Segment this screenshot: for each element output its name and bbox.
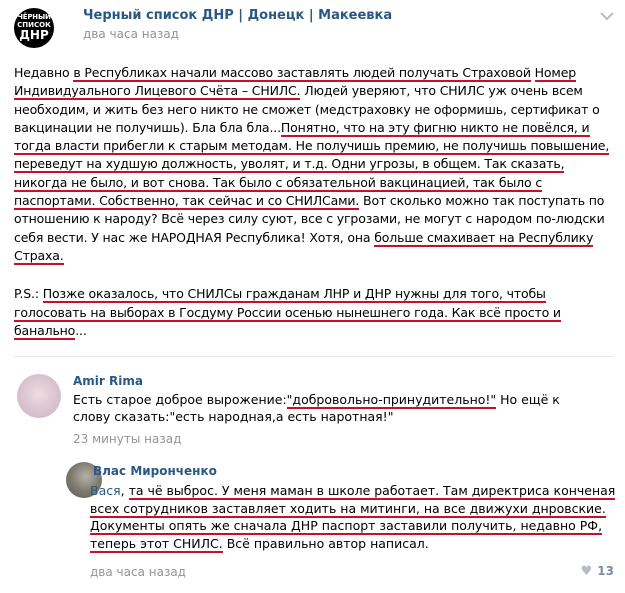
underlined-text: Позже оказалось, что СНИЛСы гражданам ЛНР и ДНР нужны для того, чтобы голосовать на выборах в Госдуму России осенью нынешнего года. Как всё просто и банально	[14, 286, 561, 338]
text-run: Недавно	[14, 65, 74, 80]
underlined-text: в Республиках начали массово заставлять людей получать Страховой	[73, 65, 531, 80]
comment-text	[90, 482, 618, 552]
avatar-text-line-3: ДНР	[19, 28, 49, 42]
text-run: Вот сколько можно так поступать по отношению к народу? Всё через силу суют, все с угрозами, не могут с народом по-людски себя вести. У нас же НАРОДНАЯ Республика! Хотя, она	[14, 193, 605, 245]
comments-divider	[14, 356, 614, 357]
text-run: ...	[75, 322, 87, 338]
text-run: Людей уверяют, что СНИЛС уж очень всем необходим, и жить без него никто не сможет (медстраховку не оформишь, сертификат о вакцинации не получишь). Бла бла бла...	[14, 83, 600, 135]
underlined-text: Номер Индивидуального Лицевого Счёта – СНИЛС.	[14, 65, 577, 99]
comment-timestamp[interactable]: два часа назад	[90, 565, 186, 579]
group-name-link[interactable]: Черный список ДНР | Донецк | Макеевка	[83, 8, 393, 23]
text-run: P.S.:	[14, 286, 43, 302]
heart-icon: ♥	[580, 564, 593, 579]
underlined-text: Понятно, что на эту фигню никто не повёлся, и тогда власти прибегли к старым методам. Не получишь премию, не получишь повышение, переведут на худшую должность, уволят, и т.д. Одни угрозы, в общем. Так сказать, никогда не было, и вот снова. Так было с обязательной вакцинацией, так было с паспортами. Собственно, так сейчас и со СНИЛСами.	[14, 119, 610, 209]
comment-reply	[66, 462, 614, 588]
group-avatar[interactable]	[14, 8, 54, 48]
comment-text	[73, 391, 593, 425]
avatar-text-line-2: СПИСОК	[17, 21, 51, 29]
reply-to-link[interactable]: Вася	[90, 483, 121, 498]
post-paragraph-main	[14, 64, 614, 265]
comment-text-part: ,	[120, 483, 129, 498]
post-timestamp[interactable]: два часа назад	[83, 27, 179, 41]
avatar-text-line-1: ЧЁРНЫЙ	[17, 13, 51, 21]
comment-timestamp[interactable]: 23 минуты назад	[73, 432, 182, 446]
post-paragraph-ps	[14, 285, 614, 340]
comment-author[interactable]: Влас Миронченко	[93, 464, 217, 478]
post-body	[14, 64, 614, 340]
comment-text-part: Есть старое доброе вырожение:	[73, 392, 287, 407]
comment-author[interactable]: Amir Rima	[73, 374, 143, 388]
underlined-text: больше смахивает на Республику Страха.	[14, 229, 594, 263]
comment-text-underlined: "добровольно-принудительно!"	[286, 392, 497, 407]
post-header	[14, 8, 614, 48]
comment	[14, 374, 614, 444]
avatar[interactable]	[17, 374, 61, 418]
like-button[interactable]	[581, 564, 614, 579]
comment-text-part: Всё правильно автор написал.	[222, 535, 429, 551]
comment-text-underlined: та чё выброс. У меня маман в школе работает. Там директриса конченая всех сотрудников заставляет ходить на митинги, на все движухи днровские. Документы опять же сначала ДНР паспорт заставили получить, недавно РФ, теперь этот СНИЛС.	[90, 483, 616, 551]
comment-text-part: Но ещё к слову сказать:"есть народная,а есть наротная!"	[73, 392, 560, 424]
chevron-down-icon[interactable]	[600, 10, 616, 22]
like-count: 13	[597, 564, 614, 578]
